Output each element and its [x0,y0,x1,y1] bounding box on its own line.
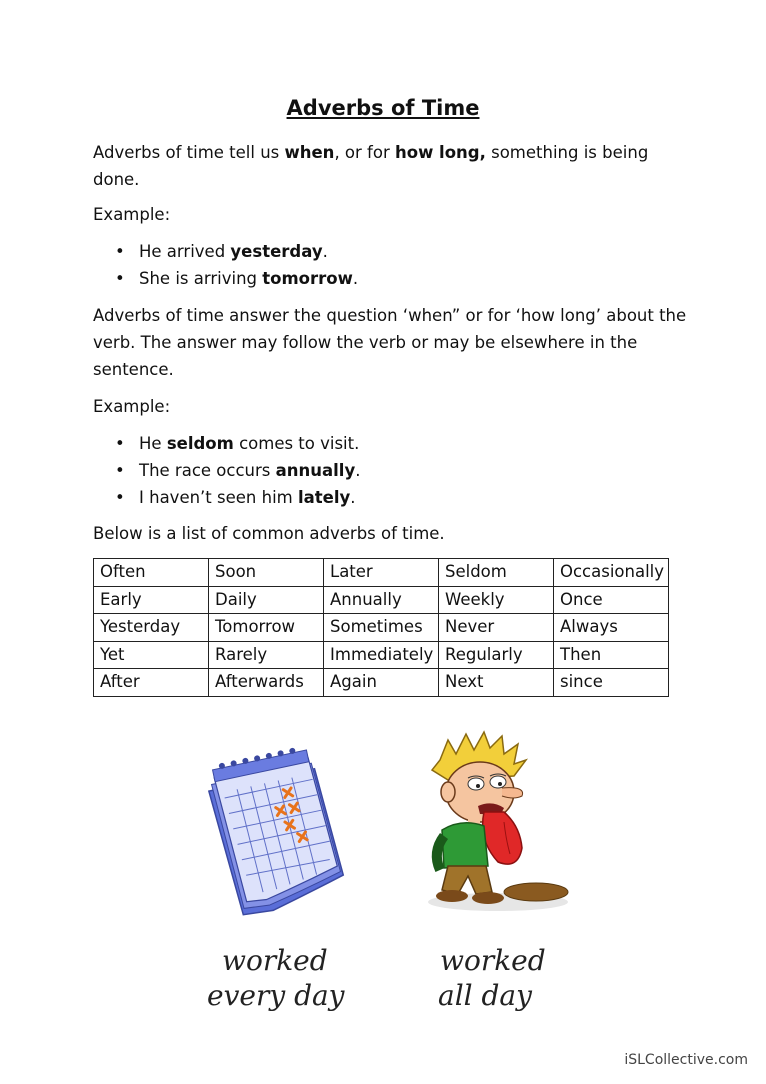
table-cell: Immediately [324,641,439,669]
page-title: Adverbs of Time [286,96,480,120]
calendar-illustration [196,738,356,918]
example-list-1 [93,238,693,292]
table-cell: Later [324,559,439,587]
table-cell: Early [94,586,209,614]
table-cell: Yet [94,641,209,669]
table-cell: Next [439,669,554,697]
list-item: • I haven’t seen him lately. [93,484,693,511]
list-item: • He seldom comes to visit. [93,430,693,457]
example-list-2 [93,430,693,511]
table-row [94,641,669,669]
list-item: • He arrived yesterday. [93,238,693,265]
intro-paragraph: Adverbs of time tell us when, or for how long, something is being done. [93,143,649,189]
table-cell: Weekly [439,586,554,614]
table-cell: Never [439,614,554,642]
adverbs-table [93,558,669,697]
watermark: iSLCollective.com [624,1052,748,1068]
table-cell: Rarely [209,641,324,669]
list-intro: Below is a list of common adverbs of time. [93,524,445,543]
table-cell: since [554,669,669,697]
table-cell: Tomorrow [209,614,324,642]
caption-right-line2: all day [438,979,532,1012]
table-row [94,559,669,587]
explanation-paragraph: Adverbs of time answer the question ‘when” or for ‘how long’ about the verb. The answer may follow the verb or may be elsewhere in the sentence. [93,306,687,379]
table-row [94,586,669,614]
table-cell: Then [554,641,669,669]
table-cell: Always [554,614,669,642]
bold-how-long: how long, [394,143,486,162]
table-cell: After [94,669,209,697]
table-cell: Yesterday [94,614,209,642]
table-cell: Seldom [439,559,554,587]
bold-when: when [284,143,335,162]
table-row [94,669,669,697]
table-row [94,614,669,642]
table-cell: Afterwards [209,669,324,697]
table-cell: Once [554,586,669,614]
example-label-2: Example: [93,397,171,416]
caption-left-line2: every day [207,979,345,1012]
table-cell: Often [94,559,209,587]
table-cell: Daily [209,586,324,614]
tired-boy-illustration [418,730,588,915]
example-label-1: Example: [93,205,171,224]
table-cell: Sometimes [324,614,439,642]
table-cell: Occasionally [554,559,669,587]
list-item: • The race occurs annually. [93,457,693,484]
table-cell: Annually [324,586,439,614]
table-cell: Again [324,669,439,697]
list-item: • She is arriving tomorrow. [93,265,693,292]
caption-left-line1: worked [222,944,328,977]
caption-right-line1: worked [440,944,546,977]
table-cell: Regularly [439,641,554,669]
table-cell: Soon [209,559,324,587]
